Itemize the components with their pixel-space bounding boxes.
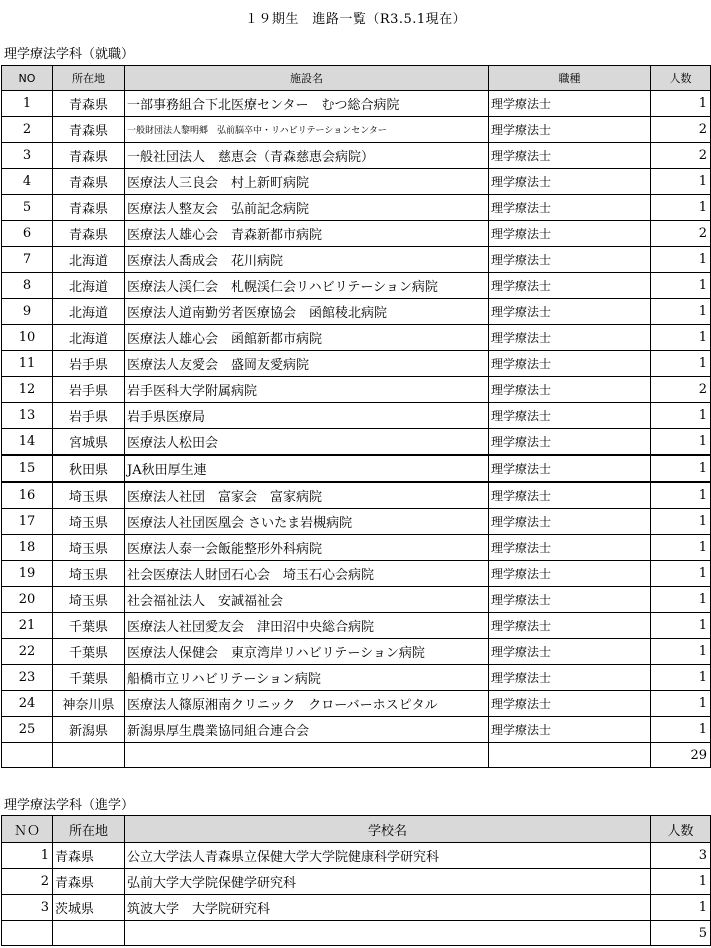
header-count: 人数: [651, 66, 711, 91]
row-pref: 北海道: [53, 247, 125, 273]
table-row: [2, 91, 711, 117]
table-row: [2, 895, 711, 921]
row-count: 2: [651, 117, 711, 143]
row-pref: 青森県: [53, 91, 125, 117]
table-row: [2, 195, 711, 221]
row-job: 理学療法士: [489, 117, 651, 143]
row-facility: 一部事務組合下北医療センター むつ総合病院: [125, 91, 489, 117]
row-job: 理学療法士: [489, 535, 651, 561]
row-count: 1: [651, 351, 711, 377]
row-count: 1: [651, 665, 711, 691]
row-count: 1: [651, 325, 711, 351]
row-no: 10: [2, 325, 53, 351]
row-facility: 医療法人社団 富家会 富家病院: [125, 482, 489, 509]
row-no: 17: [2, 509, 53, 535]
row-no: 18: [2, 535, 53, 561]
row-count: 1: [651, 691, 711, 717]
row-school: 公立大学法人青森県立保健大学大学院健康科学研究科: [125, 843, 651, 869]
row-count: 1: [651, 587, 711, 613]
table-row: [2, 273, 711, 299]
row-pref: 埼玉県: [53, 535, 125, 561]
row-no: 4: [2, 169, 53, 195]
row-count: 1: [651, 299, 711, 325]
row-pref: 北海道: [53, 273, 125, 299]
employment-header-row: [2, 66, 711, 91]
table-row: [2, 691, 711, 717]
row-job: 理学療法士: [489, 299, 651, 325]
row-no: 7: [2, 247, 53, 273]
row-count: 2: [651, 377, 711, 403]
empty-cell: [489, 743, 651, 768]
row-pref: 茨城県: [53, 895, 125, 921]
row-pref: 岩手県: [53, 377, 125, 403]
row-pref: 青森県: [53, 169, 125, 195]
row-count: 2: [651, 221, 711, 247]
header-school: 学校名: [125, 816, 651, 843]
row-count: 1: [651, 429, 711, 456]
row-facility: 岩手医科大学附属病院: [125, 377, 489, 403]
row-facility: 医療法人渓仁会 札幌渓仁会リハビリテーション病院: [125, 273, 489, 299]
row-no: 2: [2, 869, 53, 895]
row-no: 14: [2, 429, 53, 456]
row-job: 理学療法士: [489, 377, 651, 403]
table-row: [2, 117, 711, 143]
row-facility: 医療法人保健会 東京湾岸リハビリテーション病院: [125, 639, 489, 665]
row-facility: 岩手県医療局: [125, 403, 489, 429]
row-job: 理学療法士: [489, 91, 651, 117]
table-row: [2, 482, 711, 509]
row-no: 20: [2, 587, 53, 613]
row-count: 1: [651, 535, 711, 561]
employment-section-title: 理学療法学科（就職）: [4, 47, 135, 62]
study-section-title: 理学療法学科（進学）: [4, 798, 135, 813]
header-no: NO: [2, 66, 53, 91]
row-no: 24: [2, 691, 53, 717]
row-facility: 医療法人社団愛友会 津田沼中央総合病院: [125, 613, 489, 639]
table-row: [2, 351, 711, 377]
row-facility: 一般財団法人黎明郷 弘前脳卒中・リハビリテーションセンター: [125, 117, 489, 143]
total-row: [2, 921, 711, 946]
row-pref: 青森県: [53, 843, 125, 869]
row-facility: 船橋市立リハビリテーション病院: [125, 665, 489, 691]
row-no: 3: [2, 143, 53, 169]
row-pref: 岩手県: [53, 351, 125, 377]
row-pref: 秋田県: [53, 455, 125, 482]
row-facility: 社会福祉法人 安誠福祉会: [125, 587, 489, 613]
row-count: 1: [651, 613, 711, 639]
empty-cell: [53, 743, 125, 768]
row-job: 理学療法士: [489, 561, 651, 587]
row-facility: 医療法人道南勤労者医療協会 函館稜北病院: [125, 299, 489, 325]
row-job: 理学療法士: [489, 143, 651, 169]
row-no: 11: [2, 351, 53, 377]
row-count: 1: [651, 247, 711, 273]
row-count: 1: [651, 895, 711, 921]
table-row: [2, 247, 711, 273]
row-job: 理学療法士: [489, 639, 651, 665]
row-facility: 医療法人篠原湘南クリニック クローバーホスピタル: [125, 691, 489, 717]
table-row: [2, 455, 711, 482]
row-no: 21: [2, 613, 53, 639]
row-count: 1: [651, 561, 711, 587]
row-count: 1: [651, 482, 711, 509]
table-row: [2, 613, 711, 639]
table-row: [2, 717, 711, 743]
table-row: [2, 561, 711, 587]
row-no: 6: [2, 221, 53, 247]
row-pref: 青森県: [53, 117, 125, 143]
row-job: 理学療法士: [489, 613, 651, 639]
table-row: [2, 377, 711, 403]
table-row: [2, 535, 711, 561]
row-job: 理学療法士: [489, 482, 651, 509]
row-no: 15: [2, 455, 53, 482]
empty-cell: [125, 921, 651, 946]
study-table: [1, 815, 711, 946]
header-count: 人数: [651, 816, 711, 843]
row-count: 1: [651, 273, 711, 299]
row-job: 理学療法士: [489, 169, 651, 195]
row-count: 1: [651, 639, 711, 665]
row-job: 理学療法士: [489, 587, 651, 613]
row-school: 筑波大学 大学院研究科: [125, 895, 651, 921]
row-job: 理学療法士: [489, 509, 651, 535]
row-facility: 医療法人雄心会 青森新都市病院: [125, 221, 489, 247]
row-no: 23: [2, 665, 53, 691]
row-job: 理学療法士: [489, 403, 651, 429]
row-no: 8: [2, 273, 53, 299]
row-facility: 医療法人喬成会 花川病院: [125, 247, 489, 273]
row-facility: 新潟県厚生農業協同組合連合会: [125, 717, 489, 743]
row-count: 1: [651, 91, 711, 117]
row-job: 理学療法士: [489, 247, 651, 273]
table-row: [2, 587, 711, 613]
empty-cell: [125, 743, 489, 768]
empty-cell: [53, 921, 125, 946]
row-job: 理学療法士: [489, 665, 651, 691]
row-facility: 医療法人三良会 村上新町病院: [125, 169, 489, 195]
table-row: [2, 221, 711, 247]
row-pref: 青森県: [53, 143, 125, 169]
row-no: 1: [2, 843, 53, 869]
row-pref: 千葉県: [53, 665, 125, 691]
row-facility: 医療法人泰一会飯能整形外科病院: [125, 535, 489, 561]
total-count: 29: [651, 743, 711, 768]
empty-cell: [2, 921, 53, 946]
row-count: 3: [651, 843, 711, 869]
row-no: 19: [2, 561, 53, 587]
row-pref: 宮城県: [53, 429, 125, 456]
row-facility: 医療法人雄心会 函館新都市病院: [125, 325, 489, 351]
row-pref: 埼玉県: [53, 587, 125, 613]
table-row: [2, 169, 711, 195]
table-row: [2, 869, 711, 895]
row-no: 13: [2, 403, 53, 429]
row-pref: 神奈川県: [53, 691, 125, 717]
header-no: ＮＯ: [2, 816, 53, 843]
header-pref: 所在地: [53, 66, 125, 91]
row-facility: 医療法人松田会: [125, 429, 489, 456]
page-title: １９期生 進路一覧（R3.5.1現在）: [244, 12, 467, 27]
row-school: 弘前大学大学院保健学研究科: [125, 869, 651, 895]
table-row: [2, 143, 711, 169]
row-pref: 岩手県: [53, 403, 125, 429]
table-row: [2, 843, 711, 869]
row-count: 2: [651, 143, 711, 169]
row-no: 25: [2, 717, 53, 743]
table-row: [2, 403, 711, 429]
row-no: 16: [2, 482, 53, 509]
row-pref: 埼玉県: [53, 509, 125, 535]
row-pref: 埼玉県: [53, 561, 125, 587]
row-count: 1: [651, 455, 711, 482]
row-facility: 医療法人友愛会 盛岡友愛病院: [125, 351, 489, 377]
row-no: 12: [2, 377, 53, 403]
row-job: 理学療法士: [489, 429, 651, 456]
row-pref: 青森県: [53, 221, 125, 247]
row-job: 理学療法士: [489, 455, 651, 482]
row-job: 理学療法士: [489, 691, 651, 717]
table-row: [2, 665, 711, 691]
row-no: 5: [2, 195, 53, 221]
row-count: 1: [651, 509, 711, 535]
row-pref: 青森県: [53, 869, 125, 895]
row-facility: 医療法人整友会 弘前記念病院: [125, 195, 489, 221]
row-pref: 青森県: [53, 195, 125, 221]
row-no: 1: [2, 91, 53, 117]
row-pref: 北海道: [53, 325, 125, 351]
total-count: 5: [651, 921, 711, 946]
header-pref: 所在地: [53, 816, 125, 843]
row-no: 2: [2, 117, 53, 143]
employment-table: [1, 65, 711, 768]
study-header-row: [2, 816, 711, 843]
row-job: 理学療法士: [489, 221, 651, 247]
row-count: 1: [651, 717, 711, 743]
row-count: 1: [651, 403, 711, 429]
row-job: 理学療法士: [489, 195, 651, 221]
row-no: 3: [2, 895, 53, 921]
row-pref: 新潟県: [53, 717, 125, 743]
row-job: 理学療法士: [489, 351, 651, 377]
row-job: 理学療法士: [489, 717, 651, 743]
row-pref: 千葉県: [53, 639, 125, 665]
row-pref: 北海道: [53, 299, 125, 325]
total-row: [2, 743, 711, 768]
row-no: 9: [2, 299, 53, 325]
table-row: [2, 509, 711, 535]
table-row: [2, 639, 711, 665]
row-facility: 医療法人社団医凰会 さいたま岩槻病院: [125, 509, 489, 535]
row-count: 1: [651, 169, 711, 195]
row-job: 理学療法士: [489, 273, 651, 299]
table-row: [2, 299, 711, 325]
header-job: 職種: [489, 66, 651, 91]
row-facility: JA秋田厚生連: [125, 455, 489, 482]
row-pref: 千葉県: [53, 613, 125, 639]
row-count: 1: [651, 869, 711, 895]
row-no: 22: [2, 639, 53, 665]
row-facility: 一般社団法人 慈恵会（青森慈恵会病院）: [125, 143, 489, 169]
row-count: 1: [651, 195, 711, 221]
row-pref: 埼玉県: [53, 482, 125, 509]
row-facility: 社会医療法人財団石心会 埼玉石心会病院: [125, 561, 489, 587]
header-facility: 施設名: [125, 66, 489, 91]
empty-cell: [2, 743, 53, 768]
row-job: 理学療法士: [489, 325, 651, 351]
table-row: [2, 325, 711, 351]
table-row: [2, 429, 711, 456]
